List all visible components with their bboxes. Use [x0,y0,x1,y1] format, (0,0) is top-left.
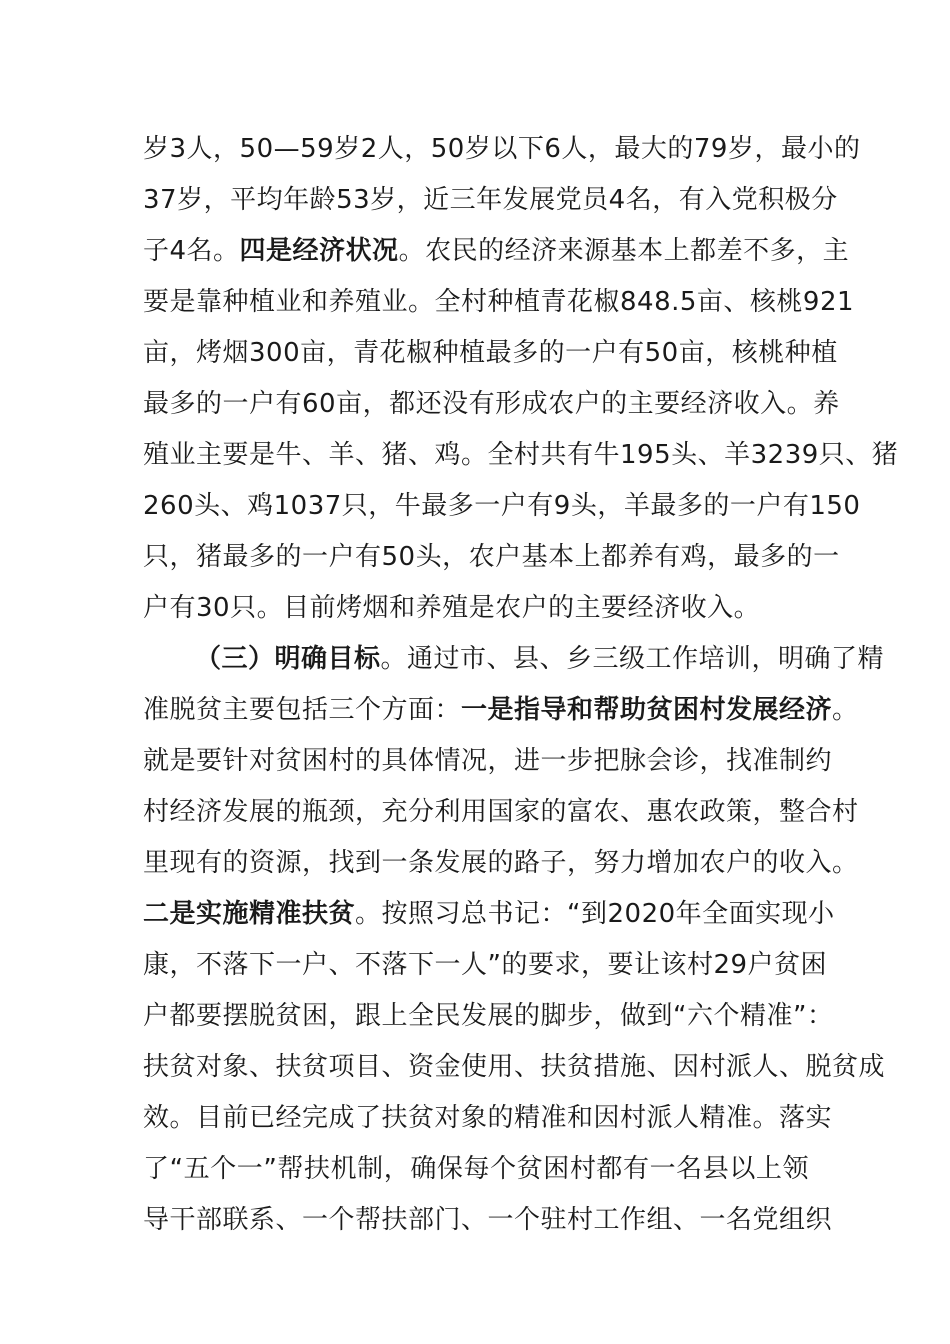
text-line [143,124,861,175]
body-text-segment: 效。目前已经完成了扶贫对象的精准和因村派人精准。落实 [143,1103,833,1133]
body-text-segment: 亩，烤烟300亩，青花椒种植最多的一户有50亩，核桃种植 [143,338,838,368]
bold-heading-text: （三）明确目标 [195,644,381,674]
text-line [143,532,840,583]
text-line [143,838,859,889]
text-line [143,175,838,226]
body-text-segment: 最多的一户有60亩，都还没有形成农户的主要经济收入。养 [143,389,840,419]
body-text-segment: 准脱贫主要包括三个方面： [143,695,462,725]
text-line [143,226,850,277]
text-line [143,1195,833,1246]
text-line [143,430,899,481]
text-line [143,940,828,991]
body-text-segment: 导干部联系、一个帮扶部门、一个驻村工作组、一名党组织 [143,1205,833,1235]
bold-heading-text: 一是指导和帮助贫困村发展经济 [461,695,833,725]
body-text-segment: 。通过市、县、乡三级工作培训，明确了精 [380,644,885,674]
text-line [143,685,859,736]
text-line [143,481,861,532]
body-text-segment: 扶贫对象、扶贫项目、资金使用、扶贫措施、因村派人、脱贫成 [143,1052,886,1082]
body-text-segment: 户有30只。目前烤烟和养殖是农户的主要经济收入。 [143,593,761,623]
text-line [143,379,840,430]
text-line [143,889,835,940]
body-text-segment: 。按照习总书记：“到2020年全面实现小 [355,899,835,929]
text-line [143,787,859,838]
text-line [143,634,885,685]
text-line [143,1144,809,1195]
body-text-segment: 子4名。 [143,236,240,266]
body-text-segment: 要是靠种植业和养殖业。全村种植青花椒848.5亩、核桃921 [143,287,855,317]
text-line [143,991,834,1042]
body-text-segment: 户都要摆脱贫困，跟上全民发展的脚步，做到“六个精准”： [143,1001,834,1031]
text-line [143,1093,833,1144]
text-line [143,583,809,634]
body-text-segment: 殖业主要是牛、羊、猪、鸡。全村共有牛195头、羊3239只、猪 [143,440,899,470]
body-text-segment: 岁3人，50—59岁2人，50岁以下6人，最大的79岁，最小的 [143,134,861,164]
body-text-segment: 了“五个一”帮扶机制，确保每个贫困村都有一名县以上领 [143,1154,809,1184]
body-text-segment: 村经济发展的瓶颈，充分利用国家的富农、惠农政策，整合村 [143,797,859,827]
text-line [143,277,855,328]
text-line [143,1042,886,1093]
body-text-segment: 里现有的资源，找到一条发展的路子，努力增加农户的收入。 [143,848,859,878]
body-text-segment: 。 [832,695,859,725]
bold-heading-text: 四是经济状况 [239,236,399,266]
body-text-segment: 就是要针对贫困村的具体情况，进一步把脉会诊，找准制约 [143,746,833,776]
body-text [143,124,899,1246]
body-text-segment: 260头、鸡1037只，牛最多一户有9头，羊最多的一户有150 [143,491,861,521]
bold-heading-text: 二是实施精准扶贫 [143,899,356,929]
body-text-segment: 康，不落下一户、不落下一人”的要求，要让该村29户贫困 [143,950,828,980]
body-text-segment: 。农民的经济来源基本上都差不多，主 [398,236,850,266]
text-line [143,328,838,379]
body-text-segment: 37岁，平均年龄53岁，近三年发展党员4名，有入党积极分 [143,185,838,215]
text-line [143,736,833,787]
body-text-segment: 只，猪最多的一户有50头，农户基本上都养有鸡，最多的一 [143,542,840,572]
